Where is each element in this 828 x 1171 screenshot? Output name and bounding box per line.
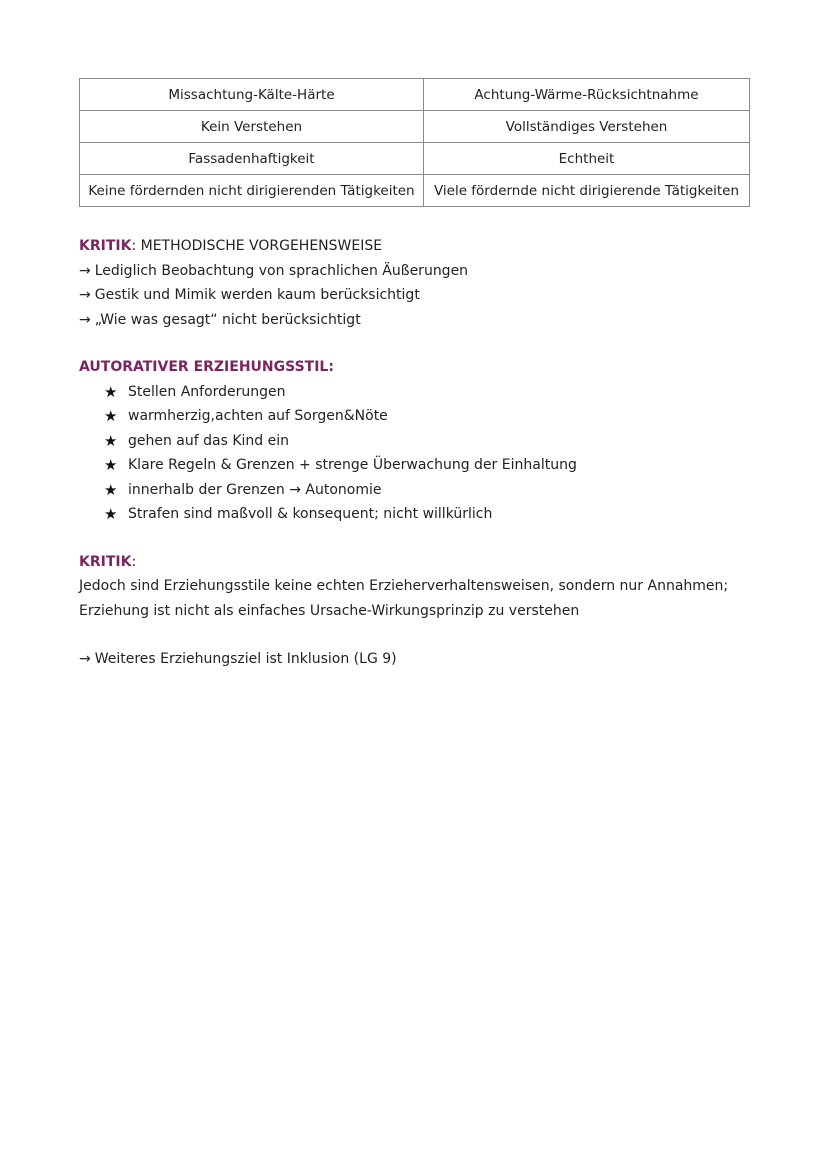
star-icon: ★ (104, 382, 118, 401)
heading-rest: : (131, 553, 137, 570)
list-item-text: Gestik und Mimik werden kaum berücksichtigt (94, 287, 420, 303)
comparison-table (79, 78, 750, 207)
heading-label: KRITIK (79, 553, 132, 570)
list-item-text: Weiteres Erziehungsziel ist Inklusion (LG 9) (94, 651, 397, 667)
table-cell-left: Fassadenhaftigkeit (80, 143, 424, 175)
list-item-text: Klare Regeln & Grenzen + strenge Überwachung der Einhaltung (128, 457, 577, 473)
list-item (79, 308, 750, 333)
table-row (80, 175, 750, 207)
table-row (80, 111, 750, 143)
paragraph-line: Erziehung ist nicht als einfaches Ursache-Wirkungsprinzip zu verstehen (79, 602, 580, 619)
list-item-text: Lediglich Beobachtung von sprachlichen Äußerungen (94, 262, 469, 279)
footer-note (79, 647, 750, 672)
table-cell-right: Viele fördernde nicht dirigierende Tätigkeiten (424, 175, 750, 207)
table-row (80, 143, 750, 175)
list-item (79, 259, 750, 284)
star-icon: ★ (104, 480, 118, 499)
star-icon: ★ (104, 456, 118, 474)
star-list (79, 380, 750, 527)
arrow-icon: → (79, 262, 91, 279)
list-item (104, 478, 750, 503)
list-item-text: gehen auf das Kind ein (128, 432, 290, 449)
list-item (104, 453, 750, 478)
section-heading (79, 550, 750, 575)
list-item (79, 283, 750, 308)
star-icon: ★ (104, 505, 118, 523)
arrow-icon: → (79, 311, 91, 328)
section-heading (79, 234, 750, 259)
table-cell-left: Keine fördernden nicht dirigierenden Tätigkeiten (80, 175, 424, 207)
list-item-text: „Wie was gesagt“ nicht berücksichtigt (94, 311, 361, 328)
autorativer-stil-section (79, 355, 750, 527)
arrow-icon: → (79, 287, 91, 303)
document-page (79, 78, 750, 672)
list-item-text: Stellen Anforderungen (128, 383, 286, 400)
table-row (80, 79, 750, 111)
table-cell-right: Vollständiges Verstehen (424, 111, 750, 143)
paragraph-line: Jedoch sind Erziehungsstile keine echten Erzieherverhaltensweisen, sondern nur Annahmen; (79, 578, 729, 594)
list-item (79, 647, 750, 672)
section-heading: AUTORATIVER ERZIEHUNGSSTIL: (79, 359, 334, 375)
table-cell-left: Kein Verstehen (80, 111, 424, 143)
list-item (104, 429, 750, 454)
table-cell-left: Missachtung-Kälte-Härte (80, 79, 424, 111)
star-icon: ★ (104, 407, 118, 425)
list-item (104, 380, 750, 405)
kritik-erziehungsstile-section (79, 550, 750, 624)
list-item-text: Strafen sind maßvoll & konsequent; nicht willkürlich (128, 506, 493, 522)
list-item (104, 404, 750, 429)
table-cell-right: Echtheit (424, 143, 750, 175)
heading-rest: : METHODISCHE VORGEHENSWEISE (131, 238, 383, 254)
star-icon: ★ (104, 431, 118, 450)
heading-label: KRITIK (79, 238, 132, 254)
list-item-text: warmherzig,achten auf Sorgen&Nöte (128, 408, 388, 424)
arrow-icon: → (79, 651, 91, 667)
table-cell-right: Achtung-Wärme-Rücksichtnahme (424, 79, 750, 111)
list-item (104, 502, 750, 527)
kritik-methodik-section (79, 234, 750, 332)
list-item-text: innerhalb der Grenzen → Autonomie (128, 481, 382, 498)
